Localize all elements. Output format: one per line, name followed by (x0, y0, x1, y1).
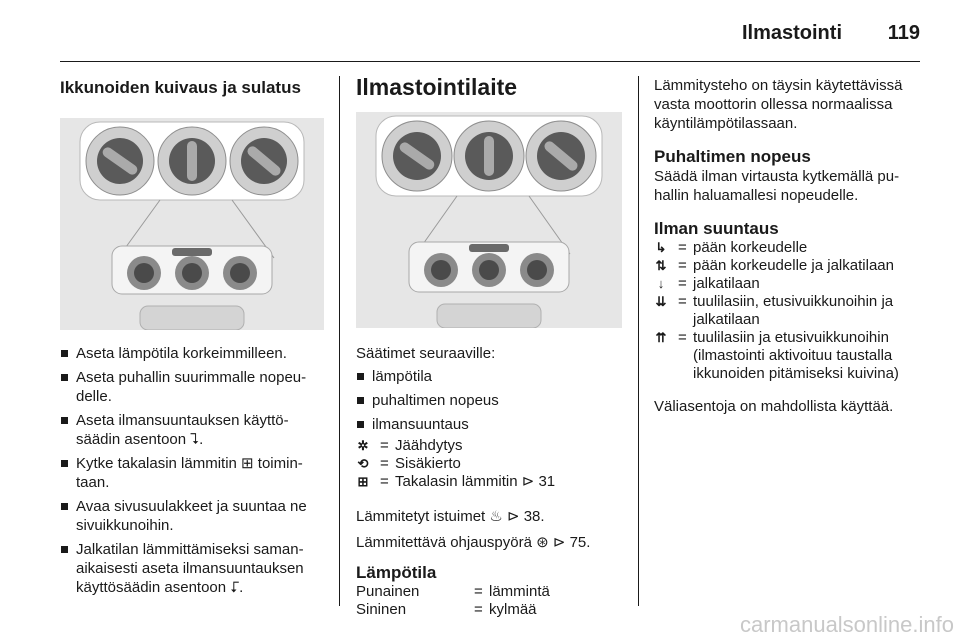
fan-speed-heading: Puhaltimen nopeus (654, 147, 811, 166)
page-number: 119 (887, 22, 920, 44)
rear-defrost-icon: ⊞ (357, 474, 369, 489)
defrost-steps (60, 344, 326, 597)
left-column (60, 76, 326, 602)
section-heading: Ilmastointilaite (356, 74, 518, 100)
definition-text: Takalasin lämmitin ⊳ 31 (395, 473, 556, 490)
definition-text: Jäähdytys (395, 437, 463, 454)
definition-text: tuulilasiin, etusivuikkunoihin ja jalkatilaan (693, 293, 894, 328)
column-divider (638, 76, 639, 606)
air-direction-definitions (654, 239, 922, 383)
foot-icon: ↓ (657, 276, 665, 291)
definition-text: jalkatilaan (693, 275, 760, 292)
temperature-row (356, 601, 624, 619)
definition-text: tuulilasiin ja etusivuikkunoihin (ilmastointi aktivoituu taustalla ikkunoiden pitämiseksi kuivina) (693, 329, 899, 382)
climate-panel-image (356, 112, 622, 328)
recirculation-icon: ⟲ (357, 456, 369, 471)
equals-sign: = (474, 601, 483, 618)
temperature-row (356, 583, 624, 601)
list-item: Kytke takalasin lämmitin ⊞ toimin-taan. (60, 454, 326, 492)
middle-column (356, 76, 624, 619)
definition-text: pään korkeudelle (693, 239, 808, 256)
list-item: Aseta ilmansuuntauksen käyttö-säädin asentoon ⮧. (60, 411, 326, 449)
equals-sign: = (380, 473, 389, 490)
snowflake-icon: ✲ (357, 438, 369, 453)
list-item: Jalkatilan lämmittämiseksi saman-aikaisesti aseta ilmansuuntauksen käyttösäädin asentoon ⮦. (60, 540, 326, 597)
climate-panel-image (60, 118, 324, 330)
list-item: lämpötila (356, 367, 624, 386)
air-direction-heading: Ilman suuntaus (654, 219, 779, 238)
equals-sign: = (678, 329, 687, 346)
equals-sign: = (380, 455, 389, 472)
definition-row (654, 329, 922, 383)
temperature-color: Punainen (356, 583, 420, 600)
definition-row (654, 239, 922, 257)
equals-sign: = (678, 257, 687, 274)
list-item: Avaa sivusuulakkeet ja suuntaa ne sivuikkunoihin. (60, 497, 326, 535)
list-item: puhaltimen nopeus (356, 391, 624, 410)
windscreen-side-foot-icon: ⇊ (655, 294, 667, 309)
temperature-color: Sininen (356, 601, 407, 618)
climate-panel-illustration (60, 118, 324, 330)
definition-text: pään korkeudelle ja jalkatilaan (693, 257, 894, 274)
temperature-heading: Lämpötila (356, 563, 437, 582)
page-header (60, 0, 920, 62)
column-divider (339, 76, 340, 606)
list-item: Aseta puhallin suurimmalle nopeu-delle. (60, 368, 326, 406)
controls-intro: Säätimet seuraaville: (356, 345, 496, 362)
climate-panel-illustration (356, 112, 622, 328)
definition-row (654, 275, 922, 293)
definition-text: Sisäkierto (395, 455, 461, 472)
controls-list (356, 367, 624, 434)
definition-row (356, 437, 624, 455)
definition-row (654, 293, 922, 329)
temperature-meaning: kylmää (489, 601, 537, 618)
equals-sign: = (474, 583, 483, 600)
right-column (654, 76, 922, 416)
equals-sign: = (678, 293, 687, 310)
equals-sign: = (678, 239, 687, 256)
section-heading: Ikkunoiden kuivaus ja sulatus (60, 78, 301, 97)
fan-speed-text: Säädä ilman virtausta kytkemällä pu-hallin haluamallesi nopeudelle. (654, 168, 900, 204)
symbol-definitions (356, 437, 624, 491)
chapter-title: Ilmastointi (741, 22, 842, 44)
temperature-meaning: lämmintä (489, 583, 550, 600)
list-item: ilmansuuntaus (356, 415, 624, 434)
list-item: Aseta lämpötila korkeimmilleen. (60, 344, 326, 363)
heated-wheel-note: Lämmitettävä ohjauspyörä ⊛ ⊳ 75. (356, 534, 591, 551)
windscreen-side-icon: ⇈ (655, 330, 667, 345)
definition-row (356, 473, 624, 491)
watermark: carmanualsonline.info (739, 612, 954, 637)
head-level-icon: ↳ (655, 240, 667, 255)
intermediate-positions-note: Väliasentoja on mahdollista käyttää. (654, 398, 894, 415)
equals-sign: = (678, 275, 687, 292)
definition-row (654, 257, 922, 275)
heating-note: Lämmitysteho on täysin käytettävissä vasta moottorin ollessa normaalissa käyntilämpötilassaan. (654, 77, 903, 132)
heated-seats-note: Lämmitetyt istuimet ♨ ⊳ 38. (356, 508, 545, 525)
equals-sign: = (380, 437, 389, 454)
definition-row (356, 455, 624, 473)
head-foot-icon: ⇅ (655, 258, 667, 273)
